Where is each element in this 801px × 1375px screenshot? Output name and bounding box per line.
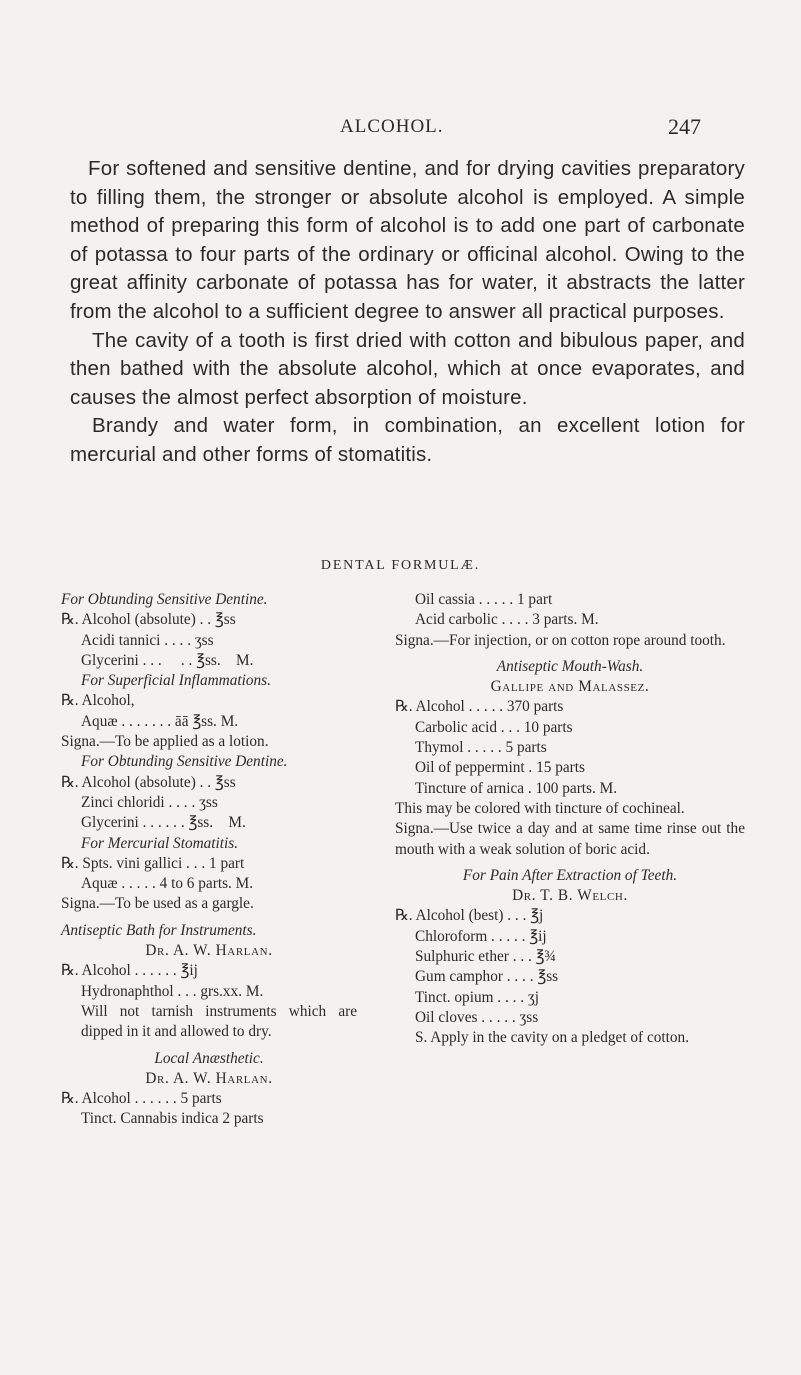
formula-line: Tinct. Cannabis indica 2 parts — [81, 1110, 264, 1128]
formula-block — [61, 671, 357, 752]
formula-title: For Superficial Inflammations. — [81, 672, 271, 690]
formula-line: ℞. Alcohol . . . . . . ℥ij — [61, 962, 198, 980]
formula-line: Oil cassia . . . . . 1 part — [415, 591, 553, 608]
formula-line: Zinci chloridi . . . . ʒss — [81, 793, 218, 811]
formula-note: This may be colored with tincture of cochineal. — [395, 799, 685, 817]
signa-text: Signa.—To be used as a gargle. — [61, 895, 254, 913]
formula-title: Antiseptic Bath for Instruments. — [61, 921, 257, 939]
formula-block — [61, 921, 357, 1043]
formula-line: Oil cloves . . . . . ʒss — [415, 1008, 539, 1026]
formula-title: Local Anæsthetic. — [154, 1049, 264, 1067]
formula-title: For Pain After Extraction of Teeth. — [462, 866, 678, 884]
formula-block — [395, 657, 745, 860]
signa-text: Signa.—Use twice a day and at same time rinse out the mouth with a weak solution of boric acid. — [395, 820, 745, 858]
formula-line: Sulphuric ether . . . ℥¾ — [415, 948, 556, 966]
formula-block — [395, 866, 745, 1049]
formula-line: Aquæ . . . . . . . āā ℥ss. M. — [81, 712, 239, 730]
page-header — [0, 112, 801, 142]
formula-line: ℞. Alcohol, — [61, 692, 135, 710]
formula-line: Acidi tannici . . . . ʒss — [81, 631, 214, 649]
formula-line: Tincture of arnica . 100 parts. M. — [415, 779, 618, 797]
section-title: DENTAL FORMULÆ. — [320, 558, 481, 573]
formula-author: Dr. A. W. Harlan. — [145, 942, 273, 960]
formula-title: For Mercurial Stomatitis. — [81, 834, 239, 852]
formula-block — [61, 834, 357, 915]
formula-line: ℞. Alcohol (absolute) . . ℥ss — [61, 773, 236, 791]
formula-block — [61, 752, 357, 833]
formula-line: ℞. Alcohol (absolute) . . ℥ss — [61, 611, 236, 629]
formula-line: ℞. Alcohol (best) . . . ℥j — [395, 907, 544, 925]
formula-line: Tinct. opium . . . . ʒj — [415, 988, 539, 1006]
formula-block — [61, 590, 357, 671]
formula-note: S. Apply in the cavity on a pledget of cotton. — [415, 1029, 690, 1047]
signa-text: Signa.—For injection, or on cotton rope around tooth. — [395, 631, 726, 649]
formula-line: Aquæ . . . . . 4 to 6 parts. M. — [81, 875, 254, 893]
formula-line: Thymol . . . . . 5 parts — [415, 739, 547, 757]
formula-title: Antiseptic Mouth-Wash. — [496, 657, 644, 675]
right-column — [395, 590, 745, 1049]
paragraph: Brandy and water form, in combination, an excellent lotion for mercurial and other forms of stomatitis. — [70, 414, 745, 466]
formula-line: Acid carbolic . . . . 3 parts. M. — [415, 611, 599, 629]
formula-line: Glycerini . . . . . . ℥ss. M. — [81, 814, 246, 832]
formula-line: ℞. Spts. vini gallici . . . 1 part — [61, 854, 245, 872]
formula-title: For Obtunding Sensitive Dentine. — [81, 753, 288, 771]
formula-line: ℞. Alcohol . . . . . . 5 parts — [61, 1090, 222, 1108]
formula-block — [61, 1049, 357, 1130]
paragraph: The cavity of a tooth is first dried with cotton and bibulous paper, and then bathed with the absolute alcohol, which at once evaporates, and causes the almost perfect absorption of moisture. — [70, 328, 745, 409]
left-column — [61, 590, 357, 1130]
paragraph: For softened and sensitive dentine, and for drying cavities preparatory to filling them, the stronger or absolute alcohol is employed. A simple method of preparing this form of alcohol is to add one part of carbonate of potassa to four parts of the ordinary or officinal alcohol. Owing to the great affinity carbonate of potassa has for water, it abstracts the latter from the alcohol to a sufficient degree to answer all practical purposes. — [70, 157, 745, 323]
formula-line: Hydronaphthol . . . grs.xx. M. — [81, 982, 264, 1000]
signa-text: Signa.—To be applied as a lotion. — [61, 733, 269, 751]
formula-title: For Obtunding Sensitive Dentine. — [61, 591, 268, 608]
running-head: ALCOHOL. — [340, 116, 444, 137]
body-text — [70, 155, 745, 470]
page-number: 247 — [668, 114, 701, 139]
formula-note: Will not tarnish instruments which are dipped in it and allowed to dry. — [81, 1002, 357, 1041]
formula-line: Glycerini . . . . . ℥ss. M. — [81, 651, 254, 669]
formula-line: Carbolic acid . . . 10 parts — [415, 718, 573, 736]
formula-line: Oil of peppermint . 15 parts — [415, 759, 585, 777]
formula-block — [395, 590, 745, 651]
formula-author: Dr. A. W. Harlan. — [145, 1069, 273, 1087]
formula-line: ℞. Alcohol . . . . . 370 parts — [395, 698, 564, 716]
formula-author: Dr. T. B. Welch. — [512, 887, 628, 905]
formula-line: Gum camphor . . . . ℥ss — [415, 968, 559, 986]
formula-author: Gallipe and Malassez. — [490, 678, 650, 696]
formula-line: Chloroform . . . . . ℥ij — [415, 927, 547, 945]
